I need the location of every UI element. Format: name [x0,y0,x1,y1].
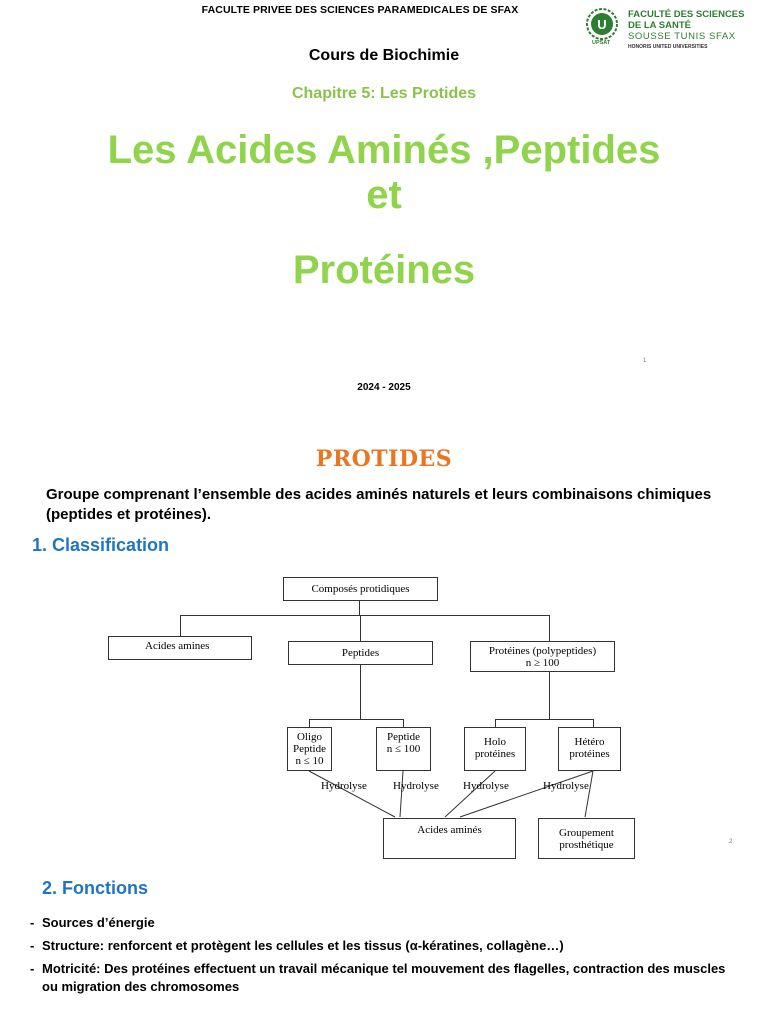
course-title: Cours de Biochimie [308,47,460,64]
logo-text-line1: FACULTÉ DES SCIENCES [628,9,745,20]
box-peptide [376,727,431,771]
list-item-text: Motricité: Des protéines effectuent un travail mécanique tel mouvement des flagelles, contraction des muscles ou migration des chromosomes [42,961,726,994]
box-peptides: Peptides [288,641,433,665]
box-hetero-line1: Hétéro [574,736,605,748]
logo-emblem-letter: U [597,17,607,32]
functions-list [30,914,730,1001]
box-peptide-line2: n ≤ 100 [386,743,421,755]
main-title-line1: Les Acides Aminés ,Peptides [107,128,661,172]
box-groupement-prosthetique [538,818,635,859]
box-hetero-line2: protéines [569,748,610,760]
box-peptide-line1: Peptide [387,731,420,743]
box-proteines-line1: Protéines (polypeptides) [488,644,597,657]
list-item [30,960,730,996]
hydrolyse-label-1: Hydrolyse [321,780,367,792]
list-bullet: - [30,915,35,930]
page-number-2: 2 [729,839,733,845]
intro-paragraph: Groupe comprenant l’ensemble des acides aminés naturels et leurs combinaisons chimiques (peptides et protéines). [46,486,712,523]
fonctions-heading: 2. Fonctions [42,878,149,898]
list-bullet: - [30,938,35,953]
hydrolyse-label-4: Hydrolyse [543,780,589,792]
classification-heading: 1. Classification [32,535,170,555]
box-oligo-line3: n ≤ 10 [295,755,324,767]
box-oligo-line1: Oligo [296,731,323,743]
box-oligo-peptide [287,727,332,771]
academic-year: 2024 - 2025 [357,382,411,393]
chapter-title: Chapitre 5: Les Protides [291,85,477,102]
protides-heading: PROTIDES [315,446,453,472]
classification-diagram [100,565,640,865]
list-item [30,937,730,955]
main-title-line2: et [366,173,402,217]
hydrolyse-label-3: Hydrolyse [463,780,509,792]
box-composes-protidiques: Composés protidiques [283,577,438,601]
logo-text-line3: SOUSSE TUNIS SFAX [628,31,736,42]
box-holo-line1: Holo [484,736,506,748]
list-item [30,914,730,932]
faculty-header: FACULTE PRIVEE DES SCIENCES PARAMEDICALES DE SFAX [201,4,519,16]
box-acides-amines-result: Acides aminés [383,818,516,859]
box-acides-amines: Acides amines [108,636,252,660]
list-item-text: Structure: renforcent et protègent les cellules et les tissus (α-kératines, collagène…) [42,938,564,953]
list-item-text: Sources d’énergie [42,915,155,930]
logo-text-line2: DE LA SANTÉ [628,20,691,31]
box-hetero-proteines [558,727,621,771]
main-title-line3: Protéines [292,248,476,292]
hydrolyse-label-2: Hydrolyse [393,780,439,792]
logo-emblem-sub: UPSAT [592,40,611,46]
page-number-1: 1 [643,358,647,364]
box-groupement-line2: prosthétique [559,838,614,851]
list-bullet: - [30,961,35,976]
box-proteines-line2: n ≥ 100 [525,656,560,669]
box-holo-line2: protéines [474,748,516,760]
university-emblem-icon [586,8,618,40]
box-groupement-line1: Groupement [559,826,614,839]
box-proteines [470,641,615,672]
logo-text-line4: HONORIS UNITED UNIVERSITIES [628,44,708,50]
university-logo [586,8,746,48]
box-holo-proteines [464,727,526,771]
box-oligo-line2: Peptide [293,743,326,755]
